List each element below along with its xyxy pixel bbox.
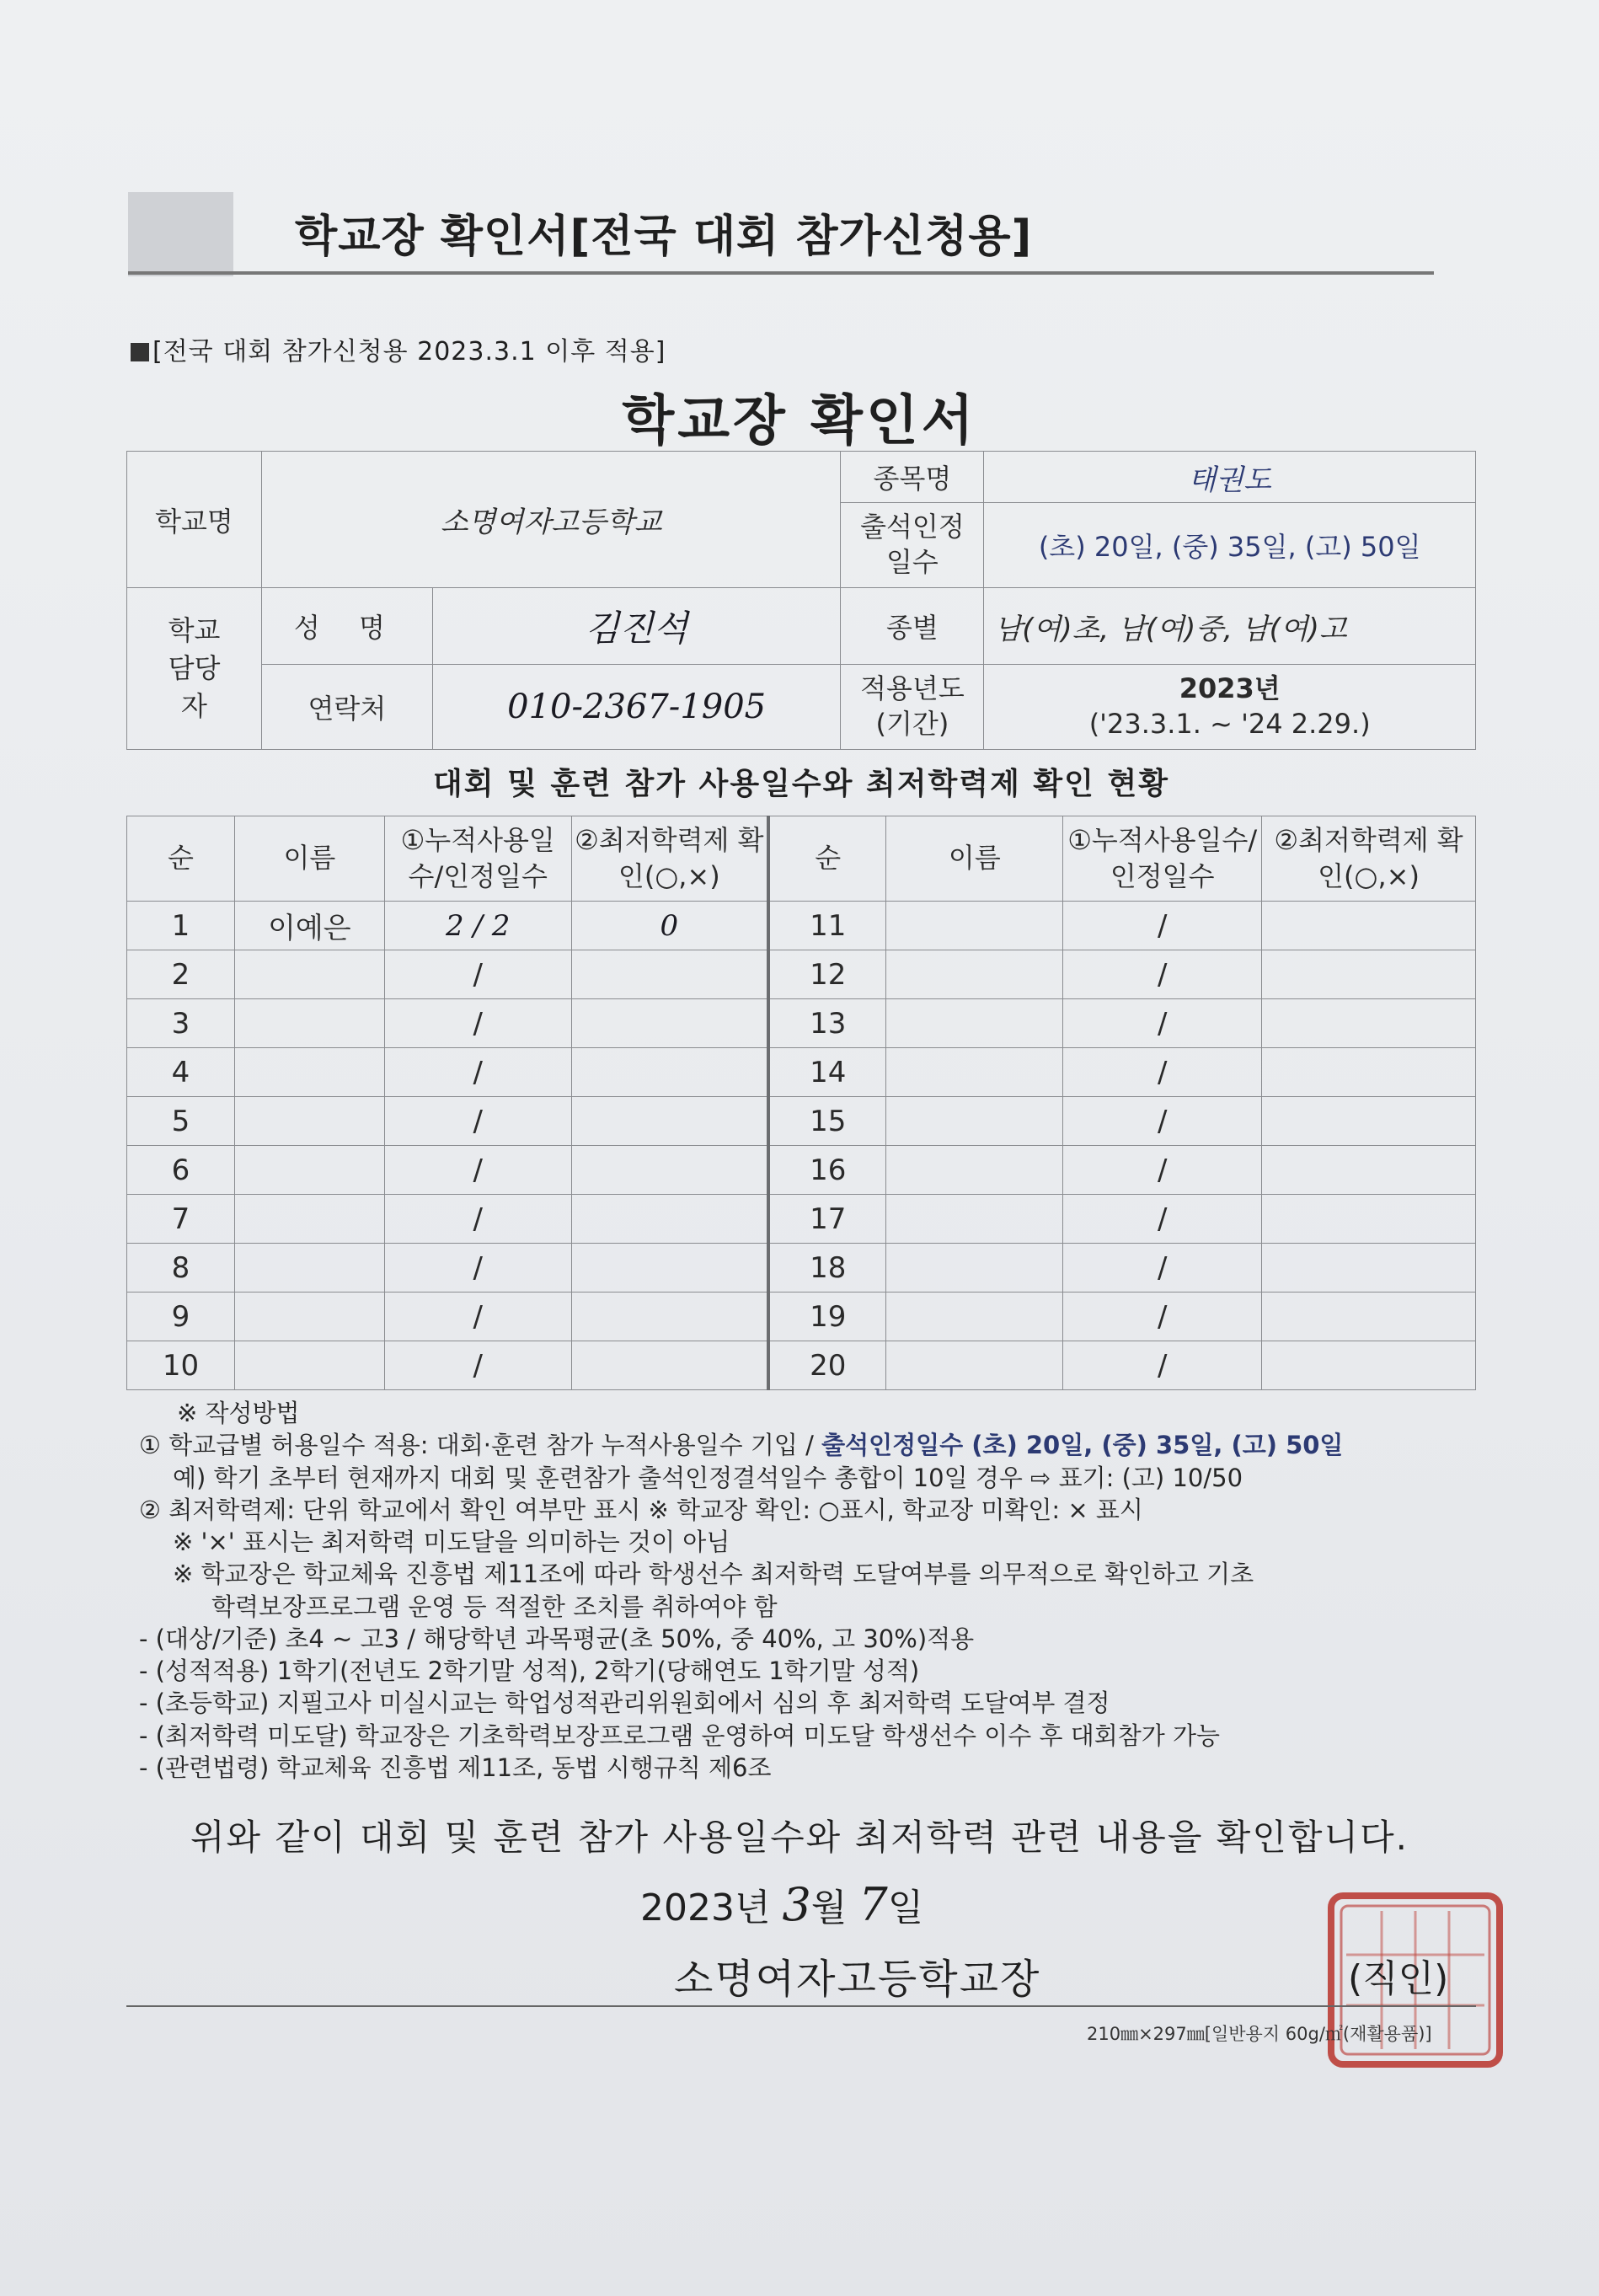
detail-1: - (대상/기준) 초4 ~ 고3 / 해당학년 과목평균(초 50%, 중 40%, 고 30%)적용 [139,1624,975,1653]
year-label: 적용년도 (기간) [841,665,984,750]
gender-label: 종별 [841,588,984,665]
row-no: 18 [768,1244,886,1293]
row-min [571,1195,768,1244]
table-row [127,1146,1476,1195]
row-days: / [1063,999,1262,1048]
table-row [127,902,1476,950]
table-row [127,950,1476,999]
table-caption: 대회 및 훈련 참가 사용일수와 최저학력제 확인 현황 [432,767,1170,801]
row-no: 7 [127,1195,235,1244]
row-name [886,1146,1063,1195]
row-no: 9 [127,1293,235,1341]
row-no: 12 [768,950,886,999]
row-name [886,1097,1063,1146]
detail-5: - (관련법령) 학교체육 진흥법 제11조, 동법 시행규칙 제6조 [139,1753,772,1782]
info-table [126,451,1476,750]
seal-label: (직인) [1348,1957,1449,2000]
date-day-unit: 일 [887,1887,924,1929]
attendance-label: 출석인정 일수 [841,503,984,588]
table-row [127,1341,1476,1390]
header-gray-block [128,192,233,276]
year-cell [984,665,1476,750]
date-day: 7 [858,1878,888,1931]
note-2-b: ※ 학교장은 학교체육 진흥법 제11조에 따라 학생선수 최저학력 도달여부를 의무적으로 확인하고 기초 [173,1560,1254,1589]
row-min [1262,950,1476,999]
row-days: / [384,950,571,999]
note-2-c: 학력보장프로그램 운영 등 적절한 조치를 취하여야 함 [211,1592,778,1621]
table-row [127,1293,1476,1341]
form-code-text: [전국 대회 참가신청용 2023.3.1 이후 적용] [152,337,666,367]
row-days: / [1063,902,1262,950]
row-min [571,1341,768,1390]
manager-label: 학교 담당자 [127,588,262,750]
row-min [571,950,768,999]
row-min [571,1293,768,1341]
sport-label: 종목명 [841,452,984,503]
col-days: ①누적사용일수/인정일수 [384,816,571,902]
row-no: 5 [127,1097,235,1146]
row-no: 20 [768,1341,886,1390]
col-name: 이름 [234,816,384,902]
col-no: 순 [127,816,235,902]
col-name-right: 이름 [886,816,1063,902]
row-days: / [1063,950,1262,999]
row-name [234,950,384,999]
row-name [886,1341,1063,1390]
document-title: 학교장 확인서 [622,390,977,452]
note-2-a: ※ '×' 표시는 최저학력 미도달을 의미하는 것이 아님 [173,1528,730,1557]
table-row [127,999,1476,1048]
col-no-right: 순 [768,816,886,902]
row-no: 8 [127,1244,235,1293]
row-days: / [1063,1293,1262,1341]
row-no: 15 [768,1097,886,1146]
row-name [234,1097,384,1146]
gender-value: 남(여)초, 남(여)중, 남(여)고 [984,588,1476,665]
row-no: 2 [127,950,235,999]
confirmation-statement: 위와 같이 대회 및 훈련 참가 사용일수와 최저학력 관련 내용을 확인합니다. [190,1817,1409,1858]
date-month-unit: 월 [810,1887,848,1929]
school-label: 학교명 [127,452,262,588]
row-min: 0 [571,902,768,950]
row-name [886,902,1063,950]
row-days: / [384,1341,571,1390]
row-name [886,1195,1063,1244]
detail-2: - (성적적용) 1학기(전년도 2학기말 성적), 2학기(당해연도 1학기말 성적) [139,1656,920,1686]
row-no: 16 [768,1146,886,1195]
header-rule [128,271,1434,275]
period-value: ('23.3.1. ~ '24 2.29.) [1088,708,1371,740]
row-no: 17 [768,1195,886,1244]
row-days: 2 / 2 [384,902,571,950]
col-days-right: ①누적사용일수/인정일수 [1063,816,1262,902]
row-name [234,999,384,1048]
table-row [127,1195,1476,1244]
contact-value: 010-2367-1905 [432,665,841,750]
row-name [234,1341,384,1390]
row-name [886,1048,1063,1097]
paper-size-note: 210㎜×297㎜[일반용지 60g/㎡(재활용품)] [1087,2024,1432,2044]
row-no: 14 [768,1048,886,1097]
row-min [1262,1097,1476,1146]
col-min-right: ②최저학력제 확인(○,×) [1262,816,1476,902]
row-min [1262,1341,1476,1390]
row-days: / [384,999,571,1048]
row-no: 19 [768,1293,886,1341]
row-min [1262,1244,1476,1293]
col-min: ②최저학력제 확인(○,×) [571,816,768,902]
table-row [127,1244,1476,1293]
row-days: / [1063,1097,1262,1146]
school-name: 소명여자고등학교 [261,452,841,588]
row-name [234,1244,384,1293]
issue-date [640,1877,923,1931]
row-days: / [384,1146,571,1195]
row-min [571,1097,768,1146]
header-title: 학교장 확인서[전국 대회 참가신청용] [295,211,1033,262]
detail-3: - (초등학교) 지필고사 미실시교는 학업성적관리위원회에서 심의 후 최저학력 도달여부 결정 [139,1689,1110,1718]
row-days: / [384,1244,571,1293]
row-name [234,1146,384,1195]
row-no: 1 [127,902,235,950]
note-1-highlight: 출석인정일수 (초) 20일, (중) 35일, (고) 50일 [821,1431,1344,1460]
sport-value: 태권도 [984,452,1476,503]
row-name [234,1195,384,1244]
row-no: 11 [768,902,886,950]
note-2: ② 최저학력제: 단위 학교에서 확인 여부만 표시 ※ 학교장 확인: ○표시, 학교장 미확인: × 표시 [139,1495,1143,1524]
note-1 [139,1429,1479,1461]
row-name [886,1244,1063,1293]
row-days: / [1063,1146,1262,1195]
table-row [127,1048,1476,1097]
row-no: 3 [127,999,235,1048]
row-min [1262,999,1476,1048]
year-value: 2023년 [1179,672,1281,705]
date-month: 3 [782,1878,811,1931]
attendance-value: (초) 20일, (중) 35일, (고) 50일 [984,503,1476,588]
row-min [1262,1293,1476,1341]
row-name [886,950,1063,999]
row-name [886,999,1063,1048]
row-days: / [1063,1341,1262,1390]
row-name: 이예은 [234,902,384,950]
note-1-example: 예) 학기 초부터 현재까지 대회 및 훈련참가 출석인정결석일수 총합이 10일 경우 ⇨ 표기: (고) 10/50 [173,1463,1243,1492]
row-days: / [384,1097,571,1146]
row-no: 13 [768,999,886,1048]
row-min [571,1146,768,1195]
square-bullet-icon [131,343,149,361]
row-days: / [384,1293,571,1341]
row-min [1262,1195,1476,1244]
bottom-rule [126,2005,1476,2007]
row-no: 4 [127,1048,235,1097]
row-days: / [1063,1048,1262,1097]
row-days: / [1063,1244,1262,1293]
notes-heading: ※ 작성방법 [177,1399,300,1427]
instructions [139,1397,1479,1784]
note-1-text: ① 학교급별 허용일수 적용: 대회·훈련 참가 누적사용일수 기입 / [139,1431,822,1460]
row-name [234,1048,384,1097]
row-min [571,1048,768,1097]
detail-4: - (최저학력 미도달) 학교장은 기초학력보장프로그램 운영하여 미도달 학생선수 이수 후 대회참가 가능 [139,1721,1221,1750]
row-no: 10 [127,1341,235,1390]
row-min [1262,1048,1476,1097]
contact-label: 연락처 [261,665,432,750]
row-min [571,1244,768,1293]
row-name [234,1293,384,1341]
date-year: 2023년 [640,1887,771,1929]
name-label: 성 명 [261,588,432,665]
row-min [1262,1146,1476,1195]
row-days: / [384,1195,571,1244]
name-value: 김진석 [432,588,841,665]
form-code [131,330,666,367]
participation-table [126,816,1476,1390]
table-row [127,1097,1476,1146]
row-min [1262,902,1476,950]
row-days: / [384,1048,571,1097]
row-no: 6 [127,1146,235,1195]
row-name [886,1293,1063,1341]
row-days: / [1063,1195,1262,1244]
principal-signature: 소명여자고등학교장 [674,1956,1041,2003]
row-min [571,999,768,1048]
